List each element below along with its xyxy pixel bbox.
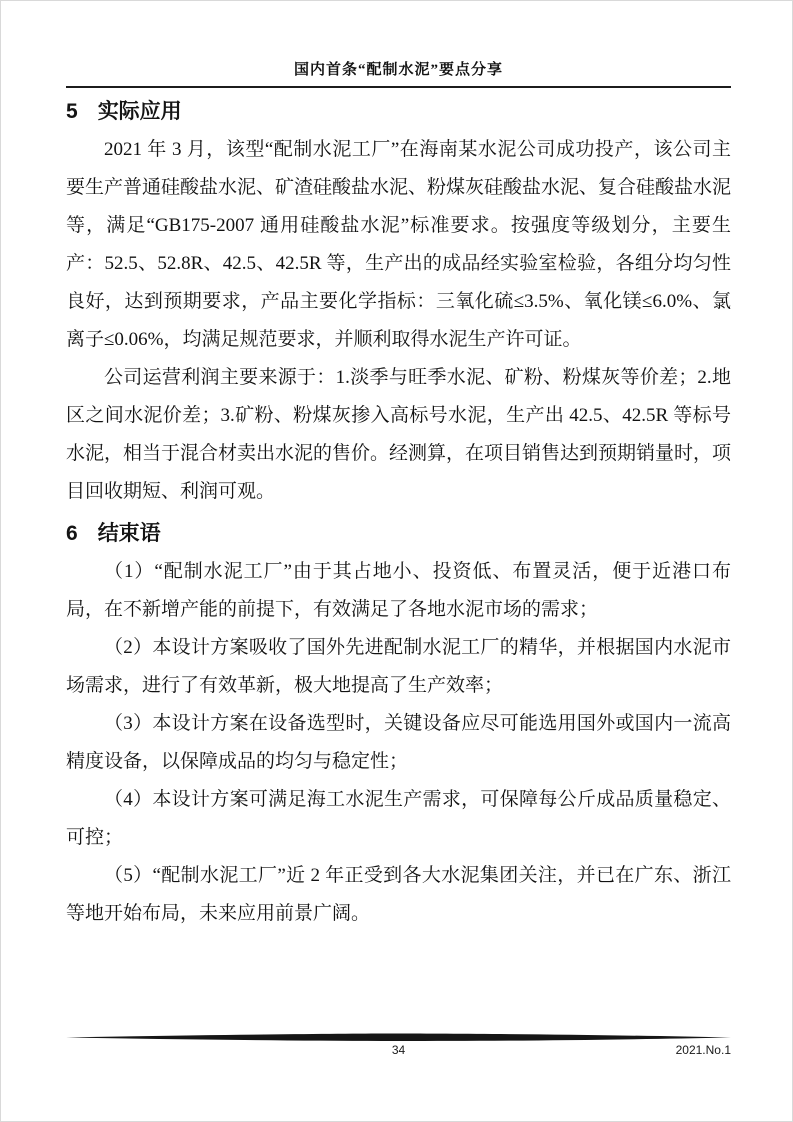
paragraph-conclusion-3: （3）本设计方案在设备选型时，关键设备应尽可能选用国外或国内一流高精度设备，以保障成品的均匀与稳定性；: [66, 713, 731, 772]
section-heading-5: [66, 97, 731, 127]
paragraph-conclusion-2: （2）本设计方案吸收了国外先进配制水泥工厂的精华，并根据国内水泥市场需求，进行了有效革新，极大地提高了生产效率；: [66, 637, 731, 696]
section-title: 结束语: [97, 522, 161, 545]
running-header-title: 国内首条“配制水泥”要点分享: [293, 62, 503, 78]
section-number: 5: [66, 100, 78, 123]
document-body: [66, 97, 731, 933]
page-header: [66, 1, 731, 88]
header-rule: [66, 86, 731, 88]
footer-row: [66, 1043, 731, 1061]
content-column: [66, 1, 731, 933]
section-heading-6: [66, 519, 731, 549]
footer-rule: [66, 1033, 731, 1042]
issue-label: 2021.No.1: [675, 1043, 731, 1057]
page-number: 34: [391, 1043, 406, 1057]
paragraph-conclusion-4: （4）本设计方案可满足海工水泥生产需求，可保障每公斤成品质量稳定、可控；: [66, 789, 731, 848]
section-title: 实际应用: [97, 100, 182, 123]
paragraph-application-2: 公司运营利润主要来源于：1.淡季与旺季水泥、矿粉、粉煤灰等价差；2.地区之间水泥价差；3.矿粉、粉煤灰掺入高标号水泥，生产出 42.5、42.5R 等标号水泥，相当于混合材卖出水泥的售价。经测算，在项目销售达到预期销量时，项目回收期短、利润可观。: [66, 367, 732, 502]
paragraph-conclusion-1: （1）“配制水泥工厂”由于其占地小、投资低、布置灵活，便于近港口布局，在不新增产能的前提下，有效满足了各地水泥市场的需求；: [66, 561, 731, 620]
page-footer: [66, 1033, 731, 1061]
paragraph-conclusion-5: （5）“配制水泥工厂”近 2 年正受到各大水泥集团关注，并已在广东、浙江等地开始布局，未来应用前景广阔。: [66, 865, 731, 924]
section-number: 6: [66, 522, 78, 545]
paragraph-application-1: 2021 年 3 月，该型“配制水泥工厂”在海南某水泥公司成功投产，该公司主要生产普通硅酸盐水泥、矿渣硅酸盐水泥、粉煤灰硅酸盐水泥、复合硅酸盐水泥等，满足“GB175-2007 通用硅酸盐水泥”标准要求。按强度等级划分，主要生产：52.5、52.8R、42.5、42.5R 等，生产出的成品经实验室检验，各组分均匀性良好，达到预期要求，产品主要化学指标：三氧化硫≤3.5%、氧化镁≤6.0%、氯离子≤0.06%，均满足规范要求，并顺利取得水泥生产许可证。: [66, 139, 732, 350]
